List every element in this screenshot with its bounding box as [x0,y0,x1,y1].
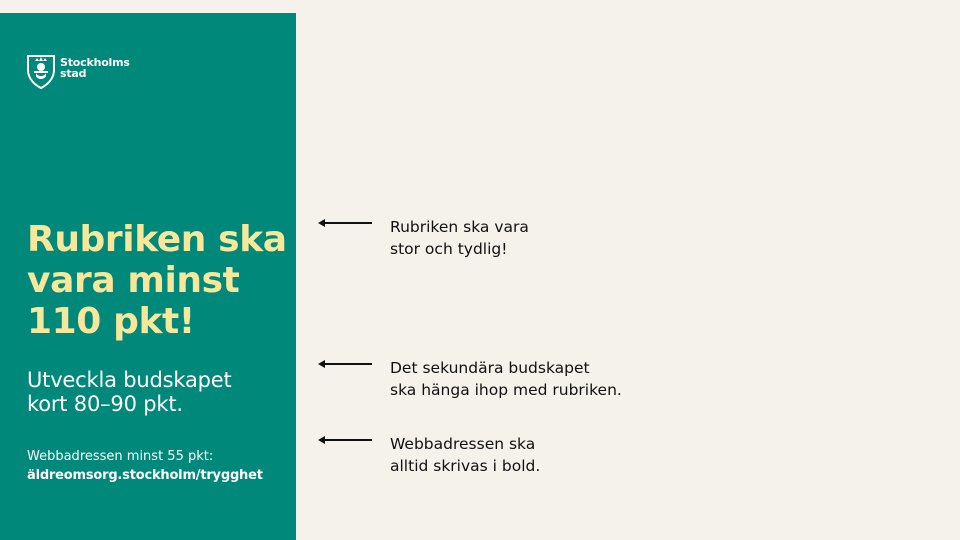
web-address-block [27,447,292,485]
logo-text [60,57,130,79]
headline-line: Rubriken ska [27,219,287,260]
annotation-line: Rubriken ska vara [390,218,529,236]
annotation-line: Det sekundära budskapet [390,359,590,377]
annotation-text [390,357,622,401]
headline-line: 110 pkt! [27,301,195,342]
annotation-headline [318,216,529,260]
arrow-left-icon [318,435,372,445]
stockholm-crest-icon [26,53,56,89]
logo-line-1: Stockholms [60,56,130,69]
annotation-text [390,433,540,477]
secondary-line: kort 80–90 pkt. [27,392,183,416]
arrow-left-icon [318,359,372,369]
secondary-message [27,368,292,416]
annotation-line: stor och tydlig! [390,240,508,258]
logo-line-2: stad [60,67,87,80]
annotation-line: alltid skrivas i bold. [390,457,541,475]
annotation-text [390,216,529,260]
poster-panel [0,13,296,540]
annotation-line: Webbadressen ska [390,435,536,453]
web-address-label: Webbadressen minst 55 pkt: [27,449,214,464]
secondary-line: Utveckla budskapet [27,368,232,392]
headline [27,219,292,342]
logo [26,53,130,89]
headline-line: vara minst [27,260,240,301]
annotation-line: ska hänga ihop med rubriken. [390,381,622,399]
web-address-url: äldreomsorg.stockholm/trygghet [27,468,263,483]
arrow-left-icon [318,218,372,228]
annotation-web [318,433,540,477]
annotation-secondary [318,357,622,401]
